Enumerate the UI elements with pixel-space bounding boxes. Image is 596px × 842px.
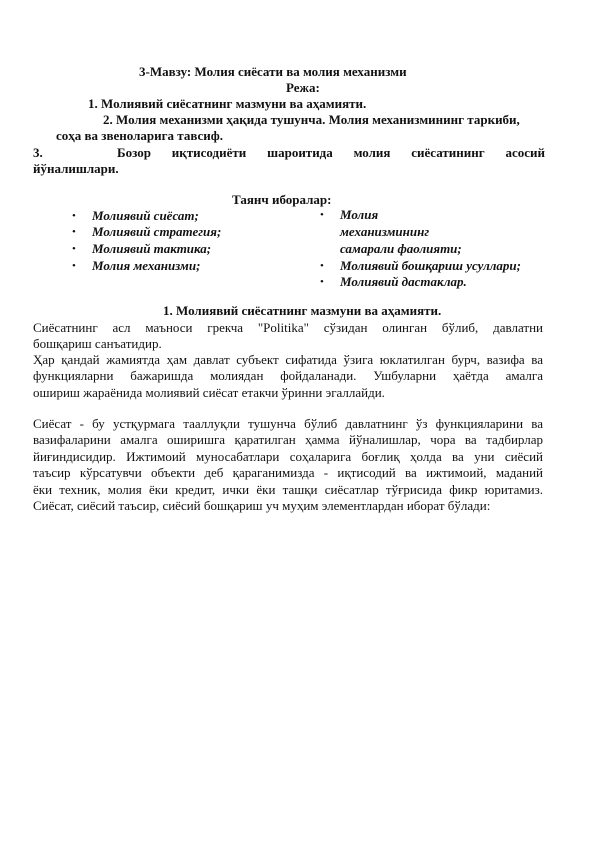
keyword-item-continued: самарали фаолияти;: [340, 241, 462, 256]
paragraph-line: ёки техник, молия ёки кредит, ички ёки ташқи сиёсатлар тўғрисида фикр юритамиз.: [33, 482, 543, 497]
paragraph-line: Сиёсат - бу устқурмага тааллуқли тушунча бўлиб давлатнинг ўз функцияларини ва: [33, 416, 543, 431]
plan-heading: Режа:: [286, 80, 320, 95]
bullet-icon: •: [72, 260, 76, 272]
plan-item-3-number: 3.: [33, 145, 43, 160]
bullet-icon: •: [72, 243, 76, 255]
keyword-item-continued: механизмининг: [340, 224, 430, 239]
keyword-item: Молиявий бошқариш усуллари;: [340, 258, 521, 273]
keywords-heading: Таянч иборалар:: [232, 192, 332, 207]
bullet-icon: •: [72, 226, 76, 238]
bullet-icon: •: [320, 276, 324, 288]
plan-item-3: Бозор иқтисодиёти шароитида молия сиёсатининг асосий: [117, 145, 545, 160]
paragraph-line: ошириш жараёнида молиявий сиёсат етакчи ўринни эгаллайди.: [33, 385, 385, 400]
section-heading: 1. Молиявий сиёсатнинг мазмуни ва аҳамияти.: [163, 303, 442, 318]
paragraph-line: Ҳар қандай жамиятда ҳам давлат субъект сифатида ўзига юклатилган бурч, вазифа ва: [33, 352, 543, 367]
plan-item-1: 1. Молиявий сиёсатнинг мазмуни ва аҳамияти.: [88, 96, 367, 111]
plan-item-2-continued: соҳа ва звеноларига тавсиф.: [56, 128, 224, 143]
paragraph-line: Сиёсат, сиёсий таъсир, сиёсий бошқариш уч муҳим элементлардан иборат бўлади:: [33, 498, 491, 513]
plan-item-3-continued: йўналишлари.: [33, 161, 119, 176]
paragraph-line: Сиёсатнинг асл маъноси грекча "Politika" сўзидан олинган бўлиб, давлатни: [33, 320, 543, 335]
paragraph-line: таъсир кўрсатувчи объекти деб қараганимизда - иқтисодий ва ижтимоий, маданий: [33, 465, 543, 480]
keyword-item: Молиявий стратегия;: [92, 224, 222, 239]
document-title: 3-Мавзу: Молия сиёсати ва молия механизми: [139, 64, 407, 79]
keyword-item: Молия механизми;: [92, 258, 201, 273]
bullet-icon: •: [320, 209, 324, 221]
keyword-item: Молия: [340, 207, 379, 222]
keyword-item: Молиявий дастаклар.: [340, 274, 467, 289]
keyword-item: Молиявий тактика;: [92, 241, 212, 256]
bullet-icon: •: [72, 210, 76, 222]
plan-item-2: 2. Молия механизми ҳақида тушунча. Молия механизмининг таркиби,: [103, 112, 520, 127]
keyword-item: Молиявий сиёсат;: [92, 208, 199, 223]
paragraph-line: йиғиндисидир. Ижтимоий муносабатлари соҳаларига боғлиқ ҳолда ва уни сиёсий: [33, 449, 543, 464]
bullet-icon: •: [320, 260, 324, 272]
paragraph-line: функцияларни бажаришда молиядан фойдаланади. Ушбуларни ҳаётда амалга: [33, 368, 543, 383]
paragraph-line: бошқариш санъатидир.: [33, 336, 162, 351]
paragraph-line: вазифаларини амалга оширишга қаратилган ҳамма йўналишлар, чора ва тадбирлар: [33, 432, 543, 447]
